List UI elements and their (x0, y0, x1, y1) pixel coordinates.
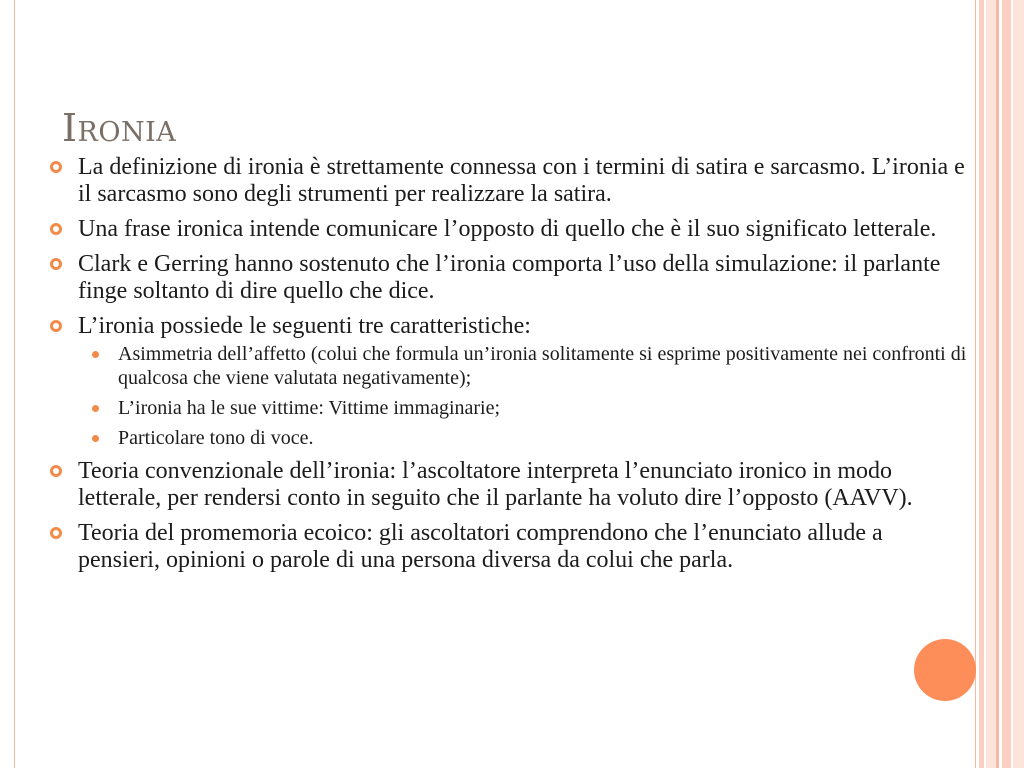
bullet-ring-icon (50, 258, 62, 270)
bullet-item (48, 154, 970, 208)
slide-title: Ironia (62, 106, 177, 150)
bullet-ring-icon (50, 320, 62, 332)
bullet-item (48, 458, 970, 512)
sub-bullet-item (78, 426, 970, 450)
bullet-dot-icon (92, 405, 99, 412)
bullet-list (48, 154, 970, 574)
decorative-stripe (1013, 0, 1024, 768)
bullet-ring-icon (50, 465, 62, 477)
slide-content (48, 154, 970, 582)
sub-bullet-text: Asimmetria dell’affetto (colui che formula un’ironia solitamente si esprime positivamente nei confronti di qualcosa che viene valutata negativamente); (118, 343, 967, 389)
bullet-ring-icon (50, 527, 62, 539)
bullet-text: Una frase ironica intende comunicare l’opposto di quello che è il suo significato letterale. (78, 216, 937, 242)
decorative-circle (914, 639, 976, 701)
bullet-text: La definizione di ironia è strettamente connessa con i termini di satira e sarcasmo. L’ironia e il sarcasmo sono degli strumenti per realizzare la satira. (78, 154, 965, 207)
bullet-item (48, 313, 970, 450)
bullet-ring-icon (50, 223, 62, 235)
bullet-text: Teoria del promemoria ecoico: gli ascoltatori comprendono che l’enunciato allude a pensieri, opinioni o parole di una persona diversa da colui che parla. (78, 520, 883, 573)
bullet-item (48, 251, 970, 305)
decorative-stripe (996, 0, 999, 768)
decorative-stripe (1002, 0, 1011, 768)
bullet-item (48, 216, 970, 243)
bullet-item (48, 520, 970, 574)
bullet-dot-icon (92, 351, 99, 358)
sub-bullet-item (78, 342, 970, 390)
bullet-text: Teoria convenzionale dell’ironia: l’ascoltatore interpreta l’enunciato ironico in modo letterale, per rendersi conto in seguito che il parlante ha voluto dire l’opposto (AAVV). (78, 458, 913, 511)
sub-bullet-text: L’ironia ha le sue vittime: Vittime immaginarie; (118, 397, 501, 419)
sub-bullet-item (78, 396, 970, 420)
sub-bullet-text: Particolare tono di voce. (118, 427, 314, 449)
bullet-dot-icon (92, 435, 99, 442)
bullet-text: L’ironia possiede le seguenti tre caratteristiche: (78, 313, 531, 339)
decorative-stripe (979, 0, 984, 768)
bullet-ring-icon (50, 161, 62, 173)
bullet-text: Clark e Gerring hanno sostenuto che l’ironia comporta l’uso della simulazione: il parlante finge soltanto di dire quello che dice. (78, 251, 941, 304)
sub-bullet-list (78, 342, 970, 450)
decorative-stripe (986, 0, 996, 768)
